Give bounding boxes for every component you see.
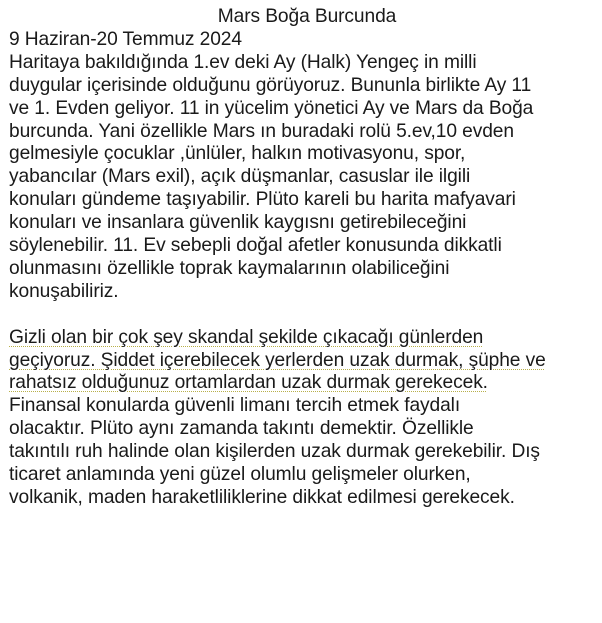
paragraph-line <box>9 372 597 395</box>
paragraph-line: söylenebilir. 11. Ev sebepli doğal afetler konusunda dikkatli <box>9 235 502 257</box>
highlighted-text: Gizli olan bir çok şey skandal şekilde çıkacağı günlerden <box>9 326 484 348</box>
paragraph-line <box>9 350 597 373</box>
paragraph-line: konuları ve insanlara güvenlik kaygısnı getirebileceğini <box>9 212 467 234</box>
paragraph-spacer <box>9 304 597 327</box>
paragraph-line: olacaktır. Plüto aynı zamanda takıntı demektir. Özellikle <box>9 418 474 440</box>
paragraph-line: ticaret anlamında yeni güzel olumlu gelişmeler olurken, <box>9 464 471 486</box>
highlighted-text: rahatsız olduğunuz ortamlardan uzak durmak gerekecek. <box>9 372 488 394</box>
paragraph-line: Finansal konularda güvenli limanı tercih etmek faydalı <box>9 395 461 417</box>
date-range: 9 Haziran-20 Temmuz 2024 <box>9 28 242 50</box>
paragraph-line: gelmesiyle çocuklar ,ünlüler, halkın motivasyonu, spor, <box>9 143 466 165</box>
paragraph-line <box>9 327 597 350</box>
paragraph-line: Haritaya bakıldığında 1.ev deki Ay (Halk) Yengeç in milli <box>9 51 477 73</box>
paragraph-1 <box>9 52 597 304</box>
paragraph-line: burcunda. Yani özellikle Mars ın buradaki rolü 5.ev,10 evden <box>9 120 514 142</box>
paragraph-line: olunmasını özellikle toprak kaymalarının olabiliceğini <box>9 257 450 279</box>
document-title: Mars Boğa Burcunda <box>217 6 397 27</box>
document <box>9 6 597 510</box>
paragraph-line: ve 1. Evden geliyor. 11 in yücelim yönetici Ay ve Mars da Boğa <box>9 97 534 119</box>
paragraph-line: duygular içerisinde olduğunu görüyoruz. Bununla birlikte Ay 11 <box>9 74 532 96</box>
paragraph-line: yabancılar (Mars exil), açık düşmanlar, casuslar ile ilgili <box>9 166 471 188</box>
paragraph-line: konuları gündeme taşıyabilir. Plüto kareli bu harita mafyavari <box>9 189 516 211</box>
highlighted-text: geçiyoruz. Şiddet içerebilecek yerlerden uzak durmak, şüphe ve <box>9 349 546 371</box>
paragraph-2 <box>9 327 597 510</box>
paragraph-line: volkanik, maden haraketliliklerine dikkat edilmesi gerekecek. <box>9 487 515 509</box>
paragraph-line: takıntılı ruh halinde olan kişilerden uzak durmak gerekebilir. Dış <box>9 441 540 463</box>
paragraph-line: konuşabiliriz. <box>9 280 119 302</box>
